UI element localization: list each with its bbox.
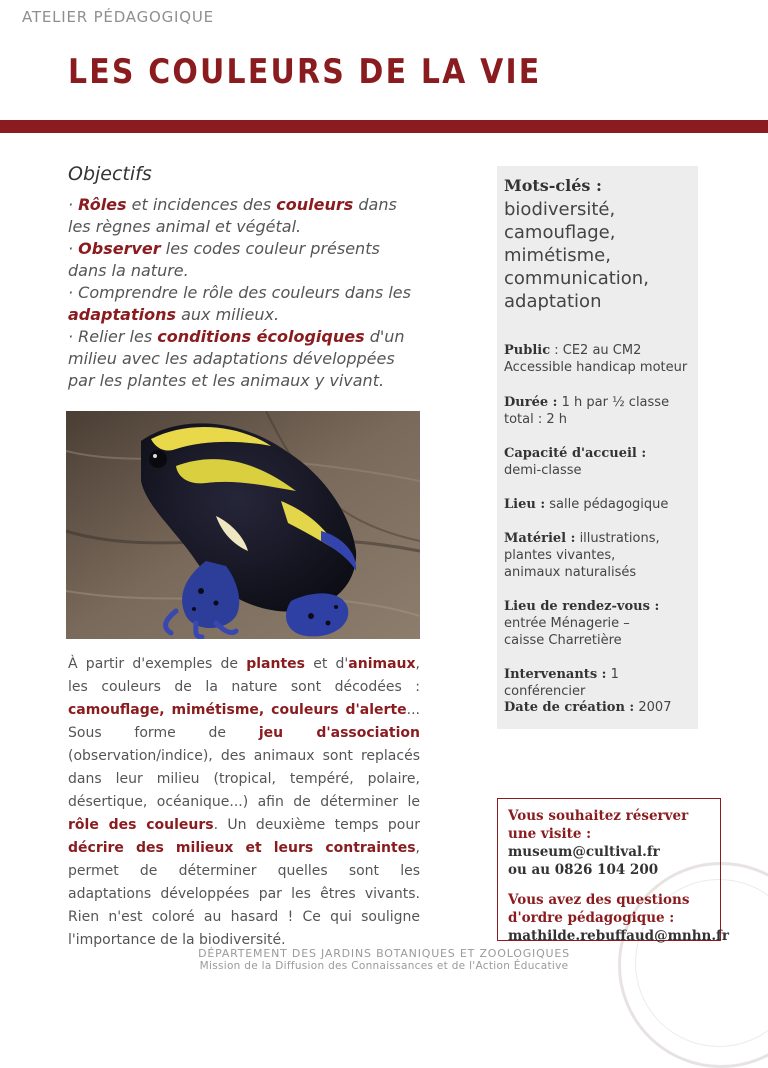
header-tag: ATELIER PÉDAGOGIQUE: [22, 8, 214, 26]
footer-department: DÉPARTEMENT DES JARDINS BOTANIQUES ET ZOOLOGIQUES: [198, 947, 570, 960]
description-text: . Un deuxième temps pour: [213, 817, 420, 833]
booking-contact: [508, 843, 710, 879]
title-rule: [0, 120, 768, 133]
activity-description: [68, 653, 420, 952]
booking-phone: ou au 0826 104 200: [508, 862, 659, 878]
description-text: (observation/indice), des animaux sont replacés dans leur milieu (tropical, tempéré, polaire, désertique, océanique...) afin de déterminer le: [68, 748, 420, 810]
description-text: ... Sous forme de: [68, 702, 420, 741]
pedagogy-question: Vous avez des questions d'ordre pédagogique :: [508, 892, 690, 926]
info-lieu: Lieu : salle pédagogique: [504, 497, 669, 512]
objectives-heading: Objectifs: [68, 163, 152, 185]
info-sidebar: [497, 166, 698, 729]
objective-item: · Observer les codes couleur présents dans la nature.: [68, 239, 380, 280]
highlight-term: jeu d'association: [258, 725, 420, 741]
keyword: mimétisme,: [504, 245, 611, 266]
info-intervenants: Intervenants : 1 conférencier: [504, 667, 619, 699]
info-materiel: Matériel : illustrations, plantes vivantes, animaux naturalisés: [504, 531, 660, 580]
highlight-term: rôle des couleurs: [68, 817, 214, 833]
footer-mission: Mission de la Diffusion des Connaissances et de l'Action Éducative: [199, 960, 569, 972]
pedagogy-email[interactable]: mathilde.rebuffaud@mnhn.fr: [508, 928, 729, 944]
frog-photo: [66, 411, 420, 639]
info-duree: Durée : 1 h par ½ classe total : 2 h: [504, 395, 670, 427]
keyword: adaptation: [504, 291, 602, 312]
keywords-heading: Mots-clés :: [504, 176, 602, 195]
highlight-term: plantes: [246, 656, 305, 672]
booking-question: Vous souhaitez réserver une visite :: [508, 808, 689, 842]
highlight-term: camouflage, mimétisme, couleurs d'alerte: [68, 702, 407, 718]
keywords-list: [504, 198, 694, 313]
objective-item: · Relier les conditions écologiques d'un milieu avec les adaptations développées par les plantes et les animaux y vivant.: [68, 327, 405, 390]
description-text: et d': [305, 656, 349, 672]
keyword: communication,: [504, 268, 649, 289]
keyword: camouflage,: [504, 222, 616, 243]
description-text: , permet de déterminer quelles sont les adaptations développées par les êtres vivants. Rien n'est coloré au hasard ! Ce qui souligne l'importance de la biodiversité.: [68, 840, 420, 948]
page-title: LES COULEURS DE LA VIE: [68, 52, 542, 92]
info-capacite: Capacité d'accueil : demi-classe: [504, 446, 647, 478]
info-rendez-vous: Lieu de rendez-vous : entrée Ménagerie – caisse Charretière: [504, 599, 660, 648]
objective-item: · Comprendre le rôle des couleurs dans les adaptations aux milieux.: [68, 283, 411, 324]
description-text: , les couleurs de la nature sont décodées :: [68, 656, 420, 695]
footer: [0, 947, 768, 972]
info-date-creation: Date de création : 2007: [504, 700, 672, 715]
objectives-section: [68, 163, 418, 392]
highlight-term: animaux: [348, 656, 416, 672]
description-text: À partir d'exemples de: [68, 656, 247, 672]
info-public: Public : CE2 au CM2 Accessible handicap moteur: [504, 343, 688, 375]
contact-box: [497, 798, 729, 944]
highlight-term: décrire des milieux et leurs contraintes: [68, 840, 416, 856]
objective-item: · Rôles et incidences des couleurs dans les règnes animal et végétal.: [68, 195, 397, 236]
keyword: biodiversité,: [504, 199, 616, 220]
booking-email[interactable]: museum@cultival.fr: [508, 844, 660, 860]
objectives-list: [68, 194, 418, 392]
frog-illustration: [66, 411, 420, 639]
